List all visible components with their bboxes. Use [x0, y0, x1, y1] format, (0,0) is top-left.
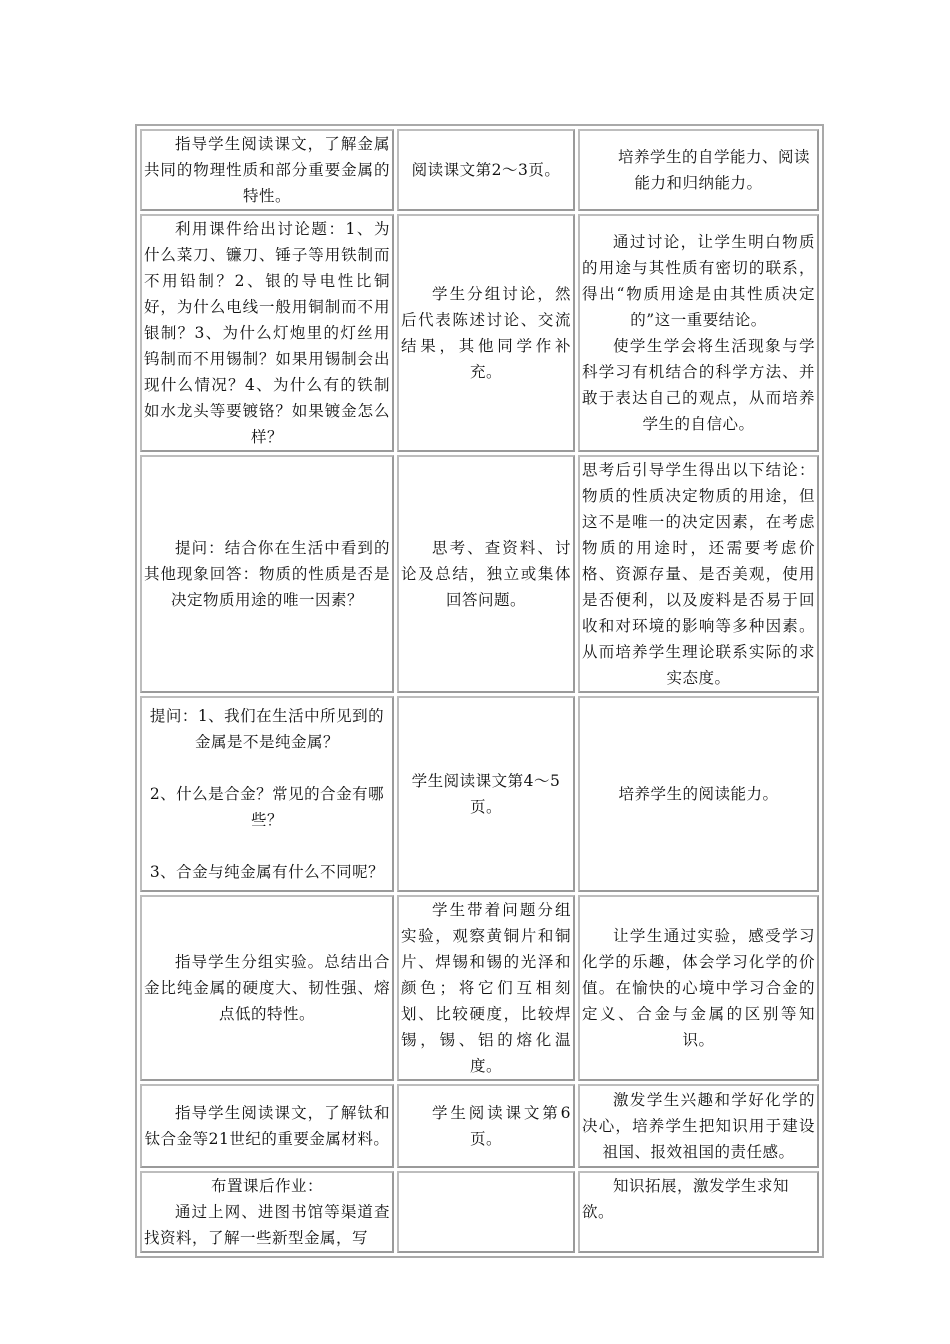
homework-text: 通过上网、进图书馆等渠道查找资料，了解一些新型金属，写: [144, 1203, 390, 1247]
design-purpose-text: 激发学生兴趣和学好化学的决心，培养学生把知识用于建设祖国、报效祖国的责任感。: [582, 1091, 815, 1161]
teacher-activity-cell: [140, 696, 394, 892]
table-row: [140, 129, 819, 211]
student-activity-cell: [397, 214, 575, 452]
student-activity-cell: [397, 1171, 575, 1253]
teacher-question-3: 3、合金与纯金属有什么不同呢？: [149, 863, 385, 881]
student-activity-text: 阅读课文第2～3页。: [411, 161, 561, 179]
teacher-activity-cell: [140, 1084, 394, 1168]
teacher-activity-text: 指导学生阅读课文，了解钛和钛合金等21世纪的重要金属材料。: [144, 1104, 390, 1148]
student-activity-cell: [397, 455, 575, 693]
student-activity-text: 学生阅读课文第4～5页。: [411, 772, 561, 816]
student-activity-cell: [397, 1084, 575, 1168]
design-purpose-text: 思考后引导学生得出以下结论：物质的性质决定物质的用途，但这不是唯一的决定因素，在考虑物质的用途时，还需要考虑价格、资源存量、是否美观，使用是否便利，以及废料是否易于回收和对环境的影响等多种因素。从而培养学生理论联系实际的求实态度。: [582, 461, 815, 687]
design-purpose-text: 培养学生的自学能力、阅读能力和归纳能力。: [617, 148, 810, 192]
design-purpose-cell: [578, 696, 819, 892]
design-purpose-cell: [578, 1084, 819, 1168]
table-row: [140, 1084, 819, 1168]
table-row: [140, 895, 819, 1081]
table-row: [140, 696, 819, 892]
student-activity-text: 思考、查资料、讨论及总结，独立或集体回答问题。: [401, 539, 571, 609]
design-purpose-text: 培养学生的阅读能力。: [618, 785, 779, 803]
table-row: [140, 1171, 819, 1253]
design-purpose-text: 让学生通过实验，感受学习化学的乐趣，体会学习化学的价值。在愉快的心境中学习合金的定义、合金与金属的区别等知识。: [582, 927, 815, 1049]
homework-title: 布置课后作业：: [210, 1177, 323, 1195]
teacher-activity-cell: [140, 1171, 394, 1253]
lesson-plan-table: [135, 124, 824, 1258]
design-purpose-cell: [578, 129, 819, 211]
teacher-activity-cell: [140, 214, 394, 452]
table-row: [140, 214, 819, 452]
design-purpose-cell: [578, 214, 819, 452]
teacher-question-2: 2、什么是合金？常见的合金有哪些？: [149, 785, 385, 829]
design-purpose-text: 知识拓展，激发学生求知欲。: [582, 1177, 790, 1221]
design-purpose-cell: [578, 1171, 819, 1253]
teacher-activity-text: 指导学生分组实验。总结出合金比纯金属的硬度大、韧性强、熔点低的特性。: [144, 953, 390, 1023]
teacher-activity-text: 利用课件给出讨论题：1、为什么菜刀、镰刀、锤子等用铁制而不用铅制？2、银的导电性比铜好，为什么电线一般用铜制而不用银制？3、为什么灯炮里的灯丝用钨制而不用锡制？如果用锡制会出现什么情况？4、为什么有的铁制如水龙头等要镀铬？如果镀金怎么样？: [144, 220, 390, 446]
teacher-question-1: 提问：1、我们在生活中所见到的金属是不是纯金属？: [149, 707, 385, 751]
teacher-activity-text: 指导学生阅读课文，了解金属共同的物理性质和部分重要金属的特性。: [144, 135, 390, 205]
design-purpose-cell: [578, 895, 819, 1081]
student-activity-text: 学生分组讨论，然后代表陈述讨论、交流结果，其他同学作补充。: [401, 285, 571, 381]
student-activity-text: 学生带着问题分组实验，观察黄铜片和铜片、焊锡和锡的光泽和颜色；将它们互相刻划、比较硬度，比较焊锡，锡、铝的熔化温度。: [401, 901, 571, 1075]
table-row: [140, 455, 819, 693]
student-activity-cell: [397, 696, 575, 892]
teacher-activity-text: 提问：结合你在生活中看到的其他现象回答：物质的性质是否是决定物质用途的唯一因素？: [144, 539, 390, 609]
student-activity-text: 学生阅读课文第6页。: [432, 1104, 571, 1148]
teacher-activity-cell: [140, 895, 394, 1081]
student-activity-cell: [397, 895, 575, 1081]
student-activity-cell: [397, 129, 575, 211]
teacher-activity-cell: [140, 129, 394, 211]
design-purpose-text: 通过讨论，让学生明白物质的用途与其性质有密切的联系，得出“物质用途是由其性质决定的”这一重要结论。: [582, 233, 815, 329]
design-purpose-text: 使学生学会将生活现象与学科学习有机结合的科学方法、并敢于表达自己的观点，从而培养学生的自信心。: [582, 337, 815, 433]
teacher-activity-cell: [140, 455, 394, 693]
design-purpose-cell: [578, 455, 819, 693]
